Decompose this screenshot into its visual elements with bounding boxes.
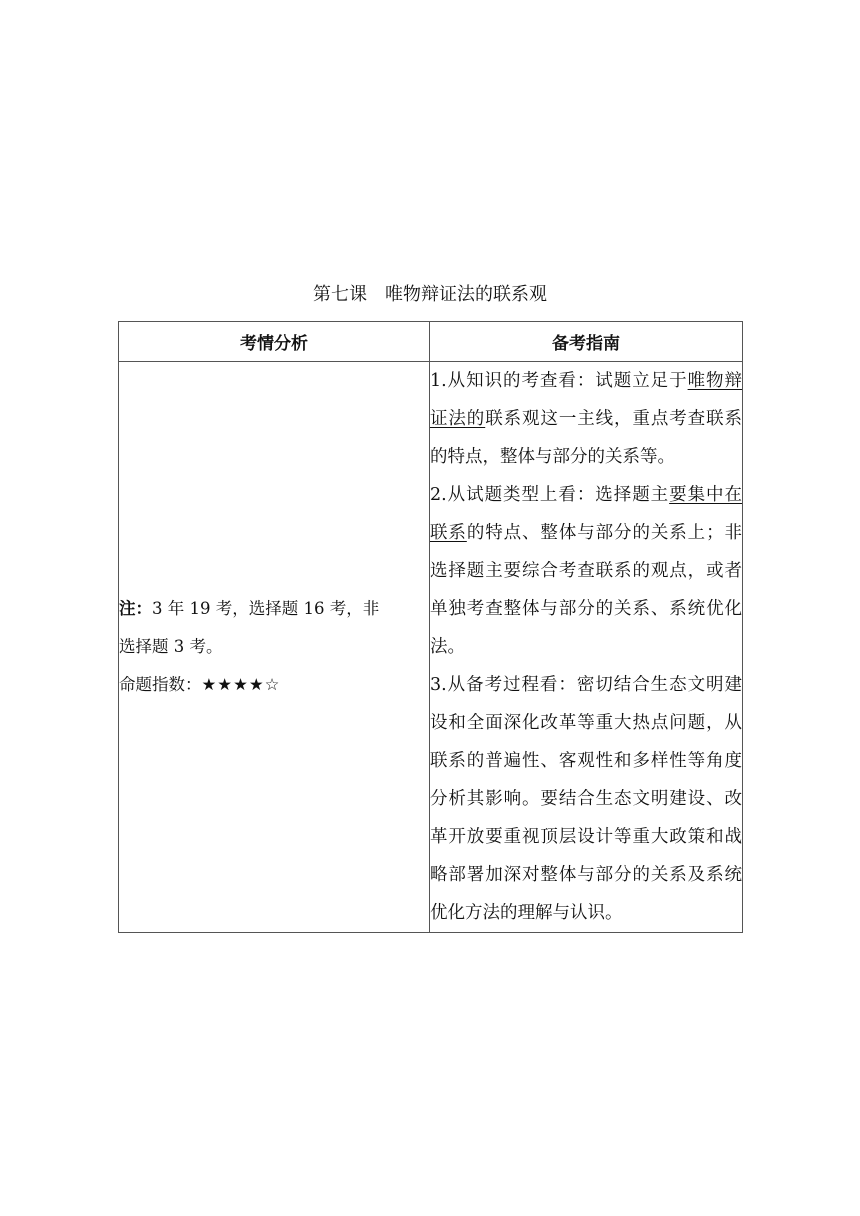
note-line-1 <box>119 590 429 628</box>
guide-p2-text-b: 的特点、整体与部分的关系上；非选择题主要综合考查联系的观点，或者单独考查整体与部分的关系、系统优化法。 <box>430 523 742 657</box>
star-rating: ★★★★☆ <box>201 675 281 694</box>
page-title: 第七课 唯物辩证法的联系观 <box>313 284 547 305</box>
study-guide-cell <box>430 362 743 933</box>
guide-paragraph-2 <box>430 476 742 666</box>
note-label: 注： <box>119 599 152 618</box>
guide-p2-underlined: 要集中在联系 <box>430 485 742 543</box>
difficulty-index <box>119 666 429 704</box>
note-text-1: 3 年 19 考，选择题 16 考，非 <box>152 599 380 618</box>
note-line-2: 选择题 3 考。 <box>119 637 223 656</box>
guide-p2-text-a: 2.从试题类型上看：选择题主 <box>430 485 670 505</box>
exam-analysis-cell <box>119 362 430 933</box>
exam-guide-table <box>118 321 743 933</box>
index-label: 命题指数： <box>119 675 202 694</box>
guide-p1-text-b: 联系观这一主线，重点考查联系的特点，整体与部分的关系等。 <box>430 409 742 467</box>
table-header-row <box>119 322 743 362</box>
guide-paragraph-1 <box>430 362 742 476</box>
header-study-guide: 备考指南 <box>430 322 743 362</box>
header-exam-analysis: 考情分析 <box>119 322 430 362</box>
table-body-row <box>119 362 743 933</box>
guide-paragraph-3: 3.从备考过程看：密切结合生态文明建设和全面深化改革等重大热点问题，从联系的普遍性、客观性和多样性等角度分析其影响。要结合生态文明建设、改革开放要重视顶层设计等重大政策和战略部署加深对整体与部分的关系及系统优化方法的理解与认识。 <box>430 675 742 923</box>
guide-p1-underlined: 唯物辩证法的 <box>430 371 743 429</box>
guide-p1-text-a: 1.从知识的考查看：试题立足于 <box>430 371 688 391</box>
